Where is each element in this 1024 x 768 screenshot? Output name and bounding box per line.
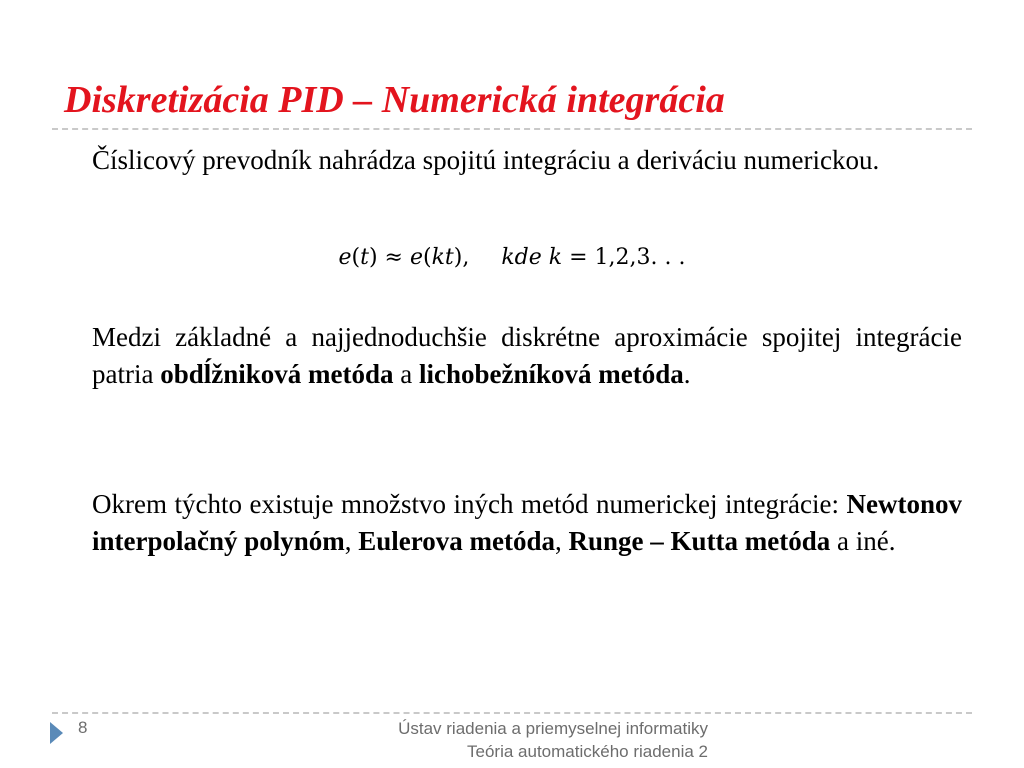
footer-course: Teória automatického riadenia 2 — [467, 742, 708, 761]
formula-approx: ≈ — [377, 245, 410, 270]
paragraph2-end: . — [683, 359, 691, 389]
paragraph3-end: a iné. — [830, 526, 896, 556]
triangle-bullet-icon — [50, 722, 63, 744]
term-runge-kutta-method: Runge – Kutta metóda — [568, 526, 831, 556]
term-trapezoid-method: lichobežníková metóda — [419, 359, 684, 389]
formula-kt: kt — [431, 245, 454, 270]
formula-k: k — [548, 245, 563, 270]
footer-text — [330, 717, 708, 763]
page-number: 8 — [78, 718, 88, 737]
formula-values: = 1,2,3. . . — [562, 245, 686, 270]
term-euler-method: Eulerova metóda — [358, 526, 556, 556]
formula-kde: kde — [501, 245, 542, 270]
paragraph2-text: Medzi základné a najjednoduchšie diskrétne aproximácie spojitej integrácie patria — [92, 322, 962, 389]
paragraph-intro: Číslicový prevodník nahrádza spojitú integráciu a deriváciu numerickou. — [92, 145, 880, 175]
paragraph-basic-methods — [92, 319, 962, 393]
paragraph2-conjunction: a — [393, 359, 419, 389]
term-rectangle-method: obdĺžniková metóda — [160, 359, 394, 389]
slide-title: Diskretizácia PID – Numerická integrácia — [64, 79, 725, 121]
formula-sampling: e(t) ≈ e(kt), kde k = 1,2,3. . . — [338, 245, 686, 270]
term-newton-polynomial: Newtonov interpolačný polynóm — [92, 489, 962, 556]
formula-e1: e — [338, 245, 352, 270]
paragraph3-text: Okrem týchto existuje množstvo iných metód numerickej integrácie: — [92, 489, 847, 519]
title-divider — [52, 128, 972, 130]
formula-e2: e — [409, 245, 423, 270]
footer-divider — [52, 712, 972, 714]
paragraph3-separator-2: , — [555, 526, 569, 556]
paragraph3-separator-1: , — [344, 526, 359, 556]
footer-institute: Ústav riadenia a priemyselnej informatiky — [398, 719, 708, 738]
formula-t: t — [360, 245, 369, 270]
paragraph-other-methods — [92, 486, 962, 560]
